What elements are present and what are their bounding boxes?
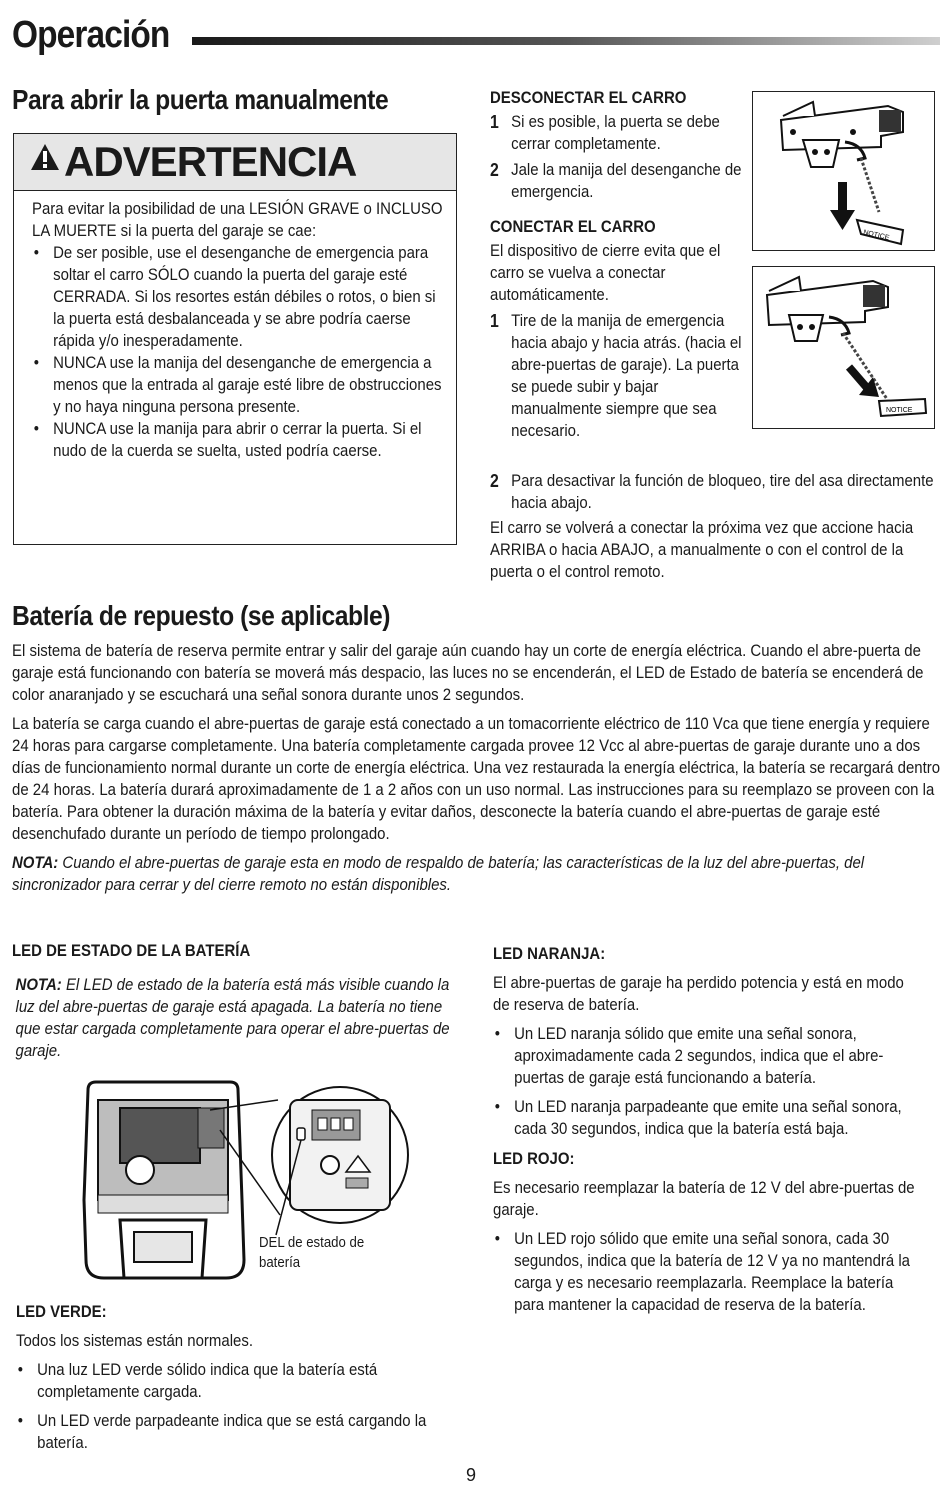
warning-header (14, 134, 456, 191)
orange-led-heading: LED NARANJA: (493, 944, 606, 963)
green-led-list (16, 1359, 447, 1454)
orange-led-list (493, 1023, 924, 1140)
connect-heading: CONECTAR EL CARRO (490, 217, 656, 236)
trolley-lockout-illustration (753, 267, 934, 428)
led-callout-label: DEL de estado de batería (259, 1234, 365, 1271)
step-text: Tire de la manija de emergencia hacia abajo y hacia atrás. (hacia el abre-puertas de garaje). La puerta se puede subir y bajar manualmente siempre que sea necesario. (511, 311, 742, 440)
battery-body (12, 640, 940, 896)
disconnect-section (490, 88, 754, 203)
orange-led-bullet: • Un LED naranja sólido que emite una señal sonora, aproximadamente cada 2 segundos, indica que el abre-puertas de garaje está funcionando a batería. (493, 1023, 924, 1089)
connect-steps-cont (490, 470, 934, 514)
orange-led-desc: El abre-puertas de garaje ha perdido potencia y está en modo de reserva de batería. (493, 973, 904, 1014)
connect-steps (490, 310, 745, 442)
step-number: 1 (490, 112, 499, 132)
battery-heading: Batería de repuesto (se aplicable) (12, 600, 391, 631)
led-status-note (12, 974, 456, 1062)
green-led-section (16, 1302, 447, 1454)
warning-bullet: • NUNCA use la manija del desenganche de emergencia a menos que la entrada al garaje esté libre de obstrucciones y no haya ninguna persona presente. (32, 352, 446, 418)
warning-triangle-icon (30, 143, 60, 171)
warning-title: ADVERTENCIA (64, 138, 357, 185)
step-number: 1 (490, 311, 499, 331)
note-label: NOTA: (15, 975, 62, 994)
warning-list (32, 242, 446, 462)
trolley-figure-connect (752, 266, 935, 429)
green-led-bullet: • Un LED verde parpadeante indica que se está cargando la batería. (16, 1410, 447, 1454)
battery-note (12, 852, 940, 896)
warning-body (32, 198, 446, 462)
battery-paragraph-2: La batería se carga cuando el abre-puertas de garaje está conectado a un tomacorriente eléctrico de 110 Vca que tiene energía y requiere 24 horas para cargarse completamente. Una batería completamente cargada provee 12 Vcc al abre-puertas de garaje durante uno a dos días de funcionamiento normal durante un corte de energía eléctrica. Una vez restaurada la energía eléctrica, la batería se recargará dentro de 24 horas. La batería durará aproximadamente de 1 a 2 años con un uso normal. Las instrucciones para su reemplazo se proveen con la batería. Para obtener la duración máxima de la batería y evitar daños, desconecte la batería cuando el abre-puertas de garaje esté desenchufado durante un período de tiempo prolongado. (12, 714, 941, 843)
red-led-heading: LED ROJO: (493, 1149, 575, 1168)
step-number: 2 (490, 160, 499, 180)
warning-bullet: • De ser posible, use el desenganche de emergencia para soltar el carro SÓLO cuando la puerta del garaje esté CERRADA. Si los resortes están débiles o rotos, o bien si la puerta está desbalanceada y se abre podría caerse rápida y/o inesperadamente. (32, 242, 446, 352)
page-title: Operación (12, 14, 170, 56)
green-led-desc: Todos los sistemas están normales. (16, 1331, 253, 1350)
connect-step-2 (490, 470, 934, 583)
orange-red-led-section (493, 944, 924, 1316)
warning-box (13, 133, 457, 545)
disconnect-heading: DESCONECTAR EL CARRO (490, 88, 687, 107)
note-text: Cuando el abre-puertas de garaje esta en modo de respaldo de batería; las características de la luz del abre-puertas, del sincronizador para cerrar y del cierre remoto no están disponibles. (12, 853, 865, 894)
red-led-desc: Es necesario reemplazar la batería de 12 V del abre-puertas de garaje. (493, 1178, 915, 1219)
page-number: 9 (466, 1465, 477, 1485)
notice-label: NOTICE (862, 229, 890, 242)
warning-intro: Para evitar la posibilidad de una LESIÓN GRAVE o INCLUSO LA MUERTE si la puerta del garaje se cae: (32, 199, 443, 240)
connect-section (490, 217, 745, 442)
note-text: El LED de estado de la batería está más visible cuando la luz del abre-puertas de garaje está apagada. La batería no tiene que estar cargada completamente para operar el abre-puertas de garaje. (15, 975, 450, 1060)
battery-paragraph-1: El sistema de batería de reserva permite entrar y salir del garaje aún cuando hay un corte de energía eléctrica. Cuando el abre-puerta de garaje está funcionando con batería se moverá más despacio, las luces no se encenderán, el LED de Estado de batería se encenderá de color anaranjado y se escuchará una señal sonora durante unos 2 segundos. (12, 641, 924, 704)
red-led-list (493, 1228, 924, 1316)
orange-led-bullet: • Un LED naranja parpadeante que emite una señal sonora, cada 30 segundos, indica que la batería está baja. (493, 1096, 924, 1140)
manual-open-heading: Para abrir la puerta manualmente (12, 84, 389, 115)
step-text: Si es posible, la puerta se debe cerrar completamente. (511, 112, 720, 153)
connect-closing: El carro se volverá a conectar la próxima vez que accione hacia ARRIBA o hacia ABAJO, a manualmente o con el control de la puerta o el control remoto. (490, 518, 914, 581)
title-rule (192, 37, 940, 45)
step-text: Jale la manija del desenganche de emergencia. (511, 160, 742, 201)
disconnect-steps (490, 111, 754, 203)
led-status-section (12, 941, 452, 1062)
step-number: 2 (490, 471, 499, 491)
green-led-bullet: • Una luz LED verde sólido indica que la batería está completamente cargada. (16, 1359, 447, 1403)
green-led-heading: LED VERDE: (16, 1302, 107, 1321)
note-label: NOTA: (12, 853, 59, 872)
red-led-bullet: • Un LED rojo sólido que emite una señal sonora, cada 30 segundos, indica que la batería de 12 V ya no mantendrá la carga y es necesario reemplazarla. Reemplace la batería para mantener la capacidad de reserva de la batería. (493, 1228, 924, 1316)
trolley-release-illustration (753, 92, 934, 250)
warning-bullet: • NUNCA use la manija para abrir o cerrar la puerta. Si el nudo de la cuerda se suelta, usted podría caerse. (32, 418, 446, 462)
opener-battery-led-illustration (80, 1080, 420, 1285)
step-text: Para desactivar la función de bloqueo, tire del asa directamente hacia abajo. (511, 471, 934, 512)
led-status-heading: LED DE ESTADO DE LA BATERÍA (12, 941, 251, 960)
trolley-figure-disconnect (752, 91, 935, 251)
connect-intro: El dispositivo de cierre evita que el carro se vuelva a conectar automáticamente. (490, 241, 721, 304)
notice-label: NOTICE (886, 407, 913, 414)
